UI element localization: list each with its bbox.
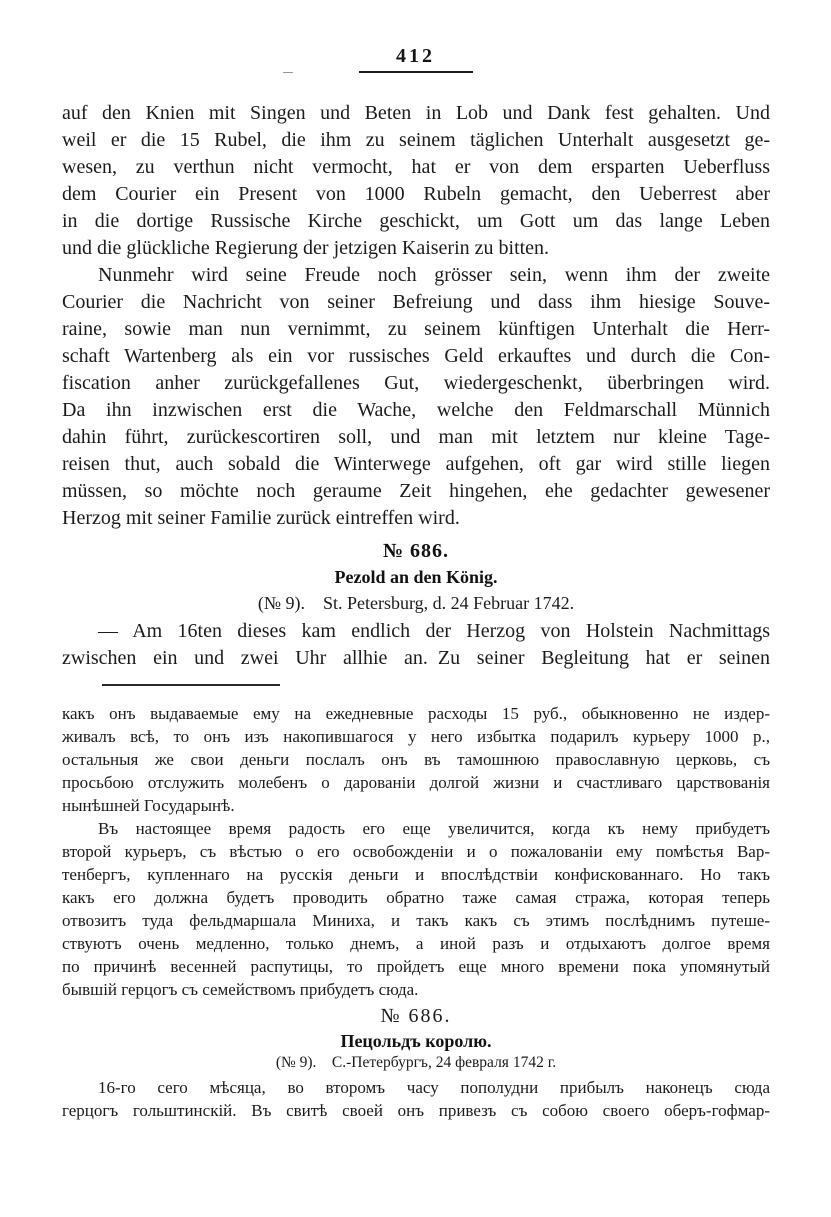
- russian-paragraph-3: [62, 1076, 770, 1122]
- russian-footnote-translation: [62, 702, 770, 1122]
- text-line: второй курьеръ, съ вѣстью о его освобожденіи и о пожалованіи ему помѣстья Вар-: [62, 842, 770, 861]
- footnote-separator-rule: [102, 684, 280, 686]
- dispatch-dateline-russian: (№ 9). С.-Петербургъ, 24 февраля 1742 г.: [275, 1054, 557, 1071]
- text-line: тенбергъ, купленнаго на русскія деньги и впослѣдствіи конфискованнаго. Но такъ: [62, 865, 770, 884]
- dispatch-heading-russian: [62, 1005, 770, 1072]
- text-line: остальныя же свои деньги послалъ онъ въ тамошнюю православную церковь, съ: [62, 750, 770, 769]
- text-line: какъ его должна будетъ проводить обратно таже самая стража, которая теперь: [62, 888, 770, 907]
- text-line: Nunmehr wird seine Freude noch grösser sein, wenn ihm der zweite: [98, 264, 770, 286]
- german-paragraph-continuation: [62, 100, 770, 262]
- page-number-rule: [359, 71, 473, 73]
- text-line: живалъ всѣ, то онъ изъ накопившагося у него избытка подарилъ курьеру 1000 р.,: [62, 727, 770, 746]
- text-line: бывшій герцогъ съ семействомъ прибудетъ сюда.: [62, 980, 419, 999]
- text-line: просьбою отслужить молебенъ о дарованіи долгой жизни и счастливаго царствованія: [62, 773, 770, 792]
- text-line: müssen, so möchte noch geraume Zeit hingehen, ehe gedachter gewesener: [62, 480, 770, 502]
- text-line: reisen thut, auch sobald die Winterwege aufgehen, oft gar wird stille liegen: [62, 453, 770, 475]
- dispatch-heading-german: [62, 540, 770, 614]
- dispatch-title-russian: Пецольдъ королю.: [340, 1031, 492, 1051]
- text-line: — Am 16ten dieses kam endlich der Herzog von Holstein Nachmittags: [98, 620, 770, 642]
- text-line: fiscation anher zurückgefallenes Gut, wiedergeschenkt, überbringen wird.: [62, 372, 770, 394]
- text-line: по причинѣ весенней распутицы, то пройдетъ еще много времени пока упомянутый: [62, 957, 770, 976]
- german-paragraph-2: [62, 262, 770, 532]
- footnote-paragraph-2: [62, 817, 770, 1001]
- german-paragraph-3: [62, 618, 770, 672]
- dispatch-title-german: Pezold an den König.: [334, 567, 498, 587]
- text-line: raine, sowie man nun vernimmt, zu seinem künftigen Unterhalt die Herr-: [62, 318, 770, 340]
- page-header: [0, 0, 831, 73]
- page-number: 412: [396, 45, 435, 67]
- text-line: герцогъ гольштинскій. Въ свитѣ своей онъ привезъ съ собою своего оберъ-гофмар-: [62, 1101, 770, 1120]
- text-line: dahin führt, zurückescortiren soll, und man mit letztem nur kleine Tage-: [62, 426, 770, 448]
- dispatch-dateline-german: (№ 9). St. Petersburg, d. 24 Februar 1742.: [257, 593, 575, 613]
- text-line: und die glückliche Regierung der jetzigen Kaiserin zu bitten.: [62, 237, 550, 259]
- text-line: какъ онъ выдаваемые ему на ежедневные расходы 15 руб., обыкновенно не издер-: [62, 704, 770, 723]
- dispatch-number-german: № 686.: [382, 540, 450, 562]
- text-line: schaft Wartenberg als ein vor russisches Geld erkauftes und durch die Con-: [62, 345, 770, 367]
- text-line: Въ настоящее время радость его еще увеличится, когда къ нему прибудетъ: [98, 819, 770, 838]
- text-line: dem Courier ein Present von 1000 Rubeln gemacht, den Ueberrest aber: [62, 183, 770, 205]
- text-block: [62, 100, 770, 1122]
- text-line: in die dortige Russische Kirche geschickt, um Gott um das lange Leben: [62, 210, 770, 232]
- text-line: нынѣшней Государынѣ.: [62, 796, 235, 815]
- text-line: Courier die Nachricht von seiner Befreiung und dass ihm hiesige Souve-: [62, 291, 770, 313]
- text-line: 16-го сего мѣсяца, во второмъ часу пополудни прибылъ наконецъ сюда: [98, 1078, 770, 1097]
- text-line: zwischen ein und zwei Uhr allhie an. Zu seiner Begleitung hat er seinen: [62, 647, 770, 669]
- footnote-paragraph-continuation: [62, 702, 770, 817]
- text-line: Herzog mit seiner Familie zurück eintreffen wird.: [62, 507, 460, 529]
- dispatch-number-russian: № 686.: [380, 1005, 452, 1027]
- text-line: Da ihn inzwischen erst die Wache, welche den Feldmarschall Münnich: [62, 399, 770, 421]
- text-line: wesen, zu verthun nicht vermocht, hat er von dem ersparten Ueberfluss: [62, 156, 770, 178]
- german-main-text: [62, 100, 770, 672]
- text-line: auf den Knien mit Singen und Beten in Lob und Dank fest gehalten. Und: [62, 102, 770, 124]
- text-line: ствуютъ очень медленно, только днемъ, а иной разъ и отдыхаютъ долгое время: [62, 934, 770, 953]
- text-line: weil er die 15 Rubel, die ihm zu seinem täglichen Unterhalt ausgesetzt ge-: [62, 129, 770, 151]
- text-line: отвозитъ туда фельдмаршала Миниха, и такъ какъ съ этимъ послѣднимъ путеше-: [62, 911, 770, 930]
